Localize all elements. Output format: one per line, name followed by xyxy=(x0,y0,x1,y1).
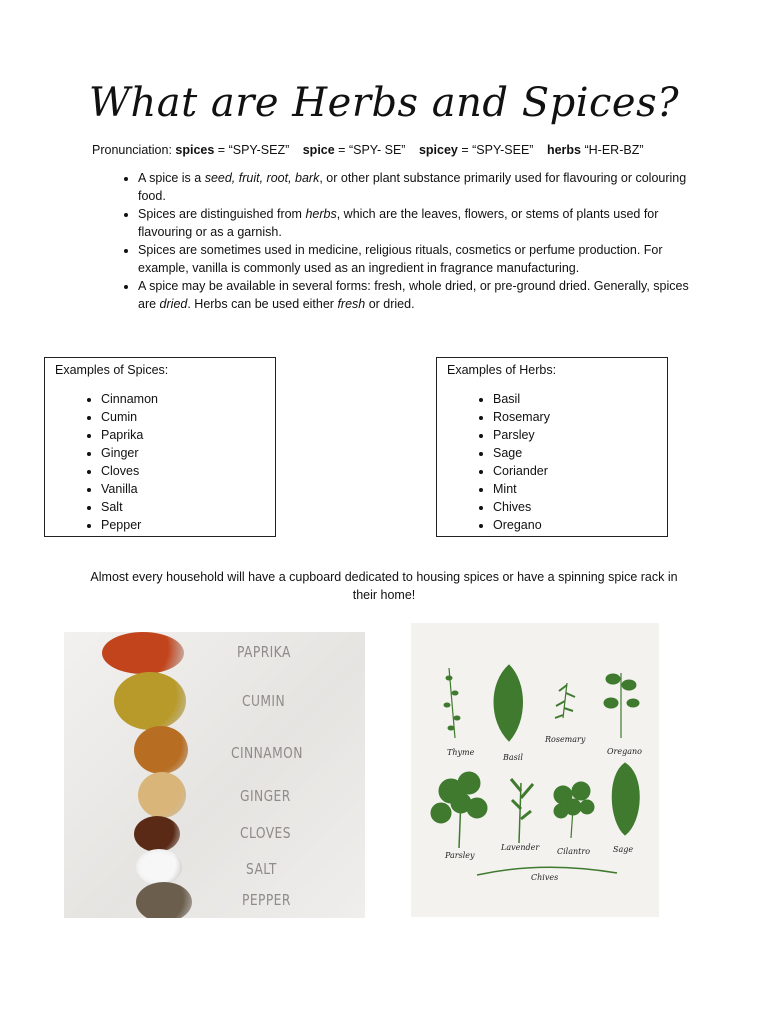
spices-photo xyxy=(64,632,365,918)
herb-label: Chives xyxy=(531,873,559,882)
list-item: • Sage xyxy=(493,444,550,462)
list-item: • A spice may be available in several forms: fresh, whole dried, or pre-ground dried. Generally, spices are dried. Herbs can be used either fresh or dried. xyxy=(138,278,698,313)
pronunciation-lead: Pronunciation: xyxy=(92,143,172,157)
pron-word: herbs xyxy=(546,143,582,157)
pron-word: spice xyxy=(302,143,335,157)
herb-label: Lavender xyxy=(501,843,540,852)
list-item: • Parsley xyxy=(493,426,550,444)
closing-paragraph: Almost every household will have a cupboard dedicated to housing spices or have a spinning spice rack in their home! xyxy=(90,570,678,602)
spice-label: CUMIN xyxy=(242,692,286,710)
spice-pile xyxy=(114,672,186,730)
spice-label: PAPRIKA xyxy=(237,643,291,661)
definition-list xyxy=(118,170,698,314)
herb-label: Cilantro xyxy=(557,847,591,856)
list-item: • Chives xyxy=(493,498,550,516)
pron-sound: = “SPY-SEZ” xyxy=(214,143,290,157)
list-item: • Coriander xyxy=(493,462,550,480)
pron-sound: = “SPY- SE” xyxy=(334,143,406,157)
spices-box-heading: Examples of Spices: xyxy=(55,363,169,377)
spice-label: CLOVES xyxy=(240,824,291,842)
list-item: • Cloves xyxy=(101,462,158,480)
herb-label: Oregano xyxy=(607,747,642,756)
spice-pile xyxy=(136,882,192,918)
spice-pile xyxy=(134,726,188,774)
list-item: • Paprika xyxy=(101,426,158,444)
pron-sound: = “SPY-SEE” xyxy=(457,143,534,157)
list-item: • Ginger xyxy=(101,444,158,462)
list-item: • Mint xyxy=(493,480,550,498)
herb-label: Sage xyxy=(613,845,634,854)
herbs-list xyxy=(473,390,550,534)
list-item: • Pepper xyxy=(101,516,158,534)
list-item: • Rosemary xyxy=(493,408,550,426)
spice-pile xyxy=(136,849,182,885)
list-item: • Oregano xyxy=(493,516,550,534)
list-item: • Vanilla xyxy=(101,480,158,498)
pron-word: spicey xyxy=(418,143,458,157)
list-item: • Cinnamon xyxy=(101,390,158,408)
herbs-photo xyxy=(411,623,659,917)
herb-label: Basil xyxy=(503,753,523,762)
herb-label: Thyme xyxy=(447,748,475,757)
pron-word: spices xyxy=(175,143,215,157)
herbs-examples-box xyxy=(436,357,668,537)
spice-label: PEPPER xyxy=(242,891,291,909)
spice-pile xyxy=(138,772,186,818)
spice-pile xyxy=(102,632,184,674)
spice-label: SALT xyxy=(246,860,277,878)
spices-examples-box xyxy=(44,357,276,537)
spice-label: CINNAMON xyxy=(231,744,303,762)
list-item: • Cumin xyxy=(101,408,158,426)
herb-label: Rosemary xyxy=(545,735,586,744)
list-item: • Spices are distinguished from herbs, which are the leaves, flowers, or stems of plants used for flavouring or as a garnish. xyxy=(138,206,698,241)
page-title: What are Herbs and Spices? xyxy=(88,80,680,126)
list-item: • Spices are sometimes used in medicine, religious rituals, cosmetics or perfume production. For example, vanilla is commonly used as an ingredient in fragrance manufacturing. xyxy=(138,242,698,277)
list-item: • Basil xyxy=(493,390,550,408)
spice-pile xyxy=(134,816,180,852)
herb-label: Parsley xyxy=(445,851,475,860)
spice-label: GINGER xyxy=(240,787,291,805)
herbs-box-heading: Examples of Herbs: xyxy=(447,363,557,377)
pron-sound: “H-ER-BZ” xyxy=(581,143,644,157)
pronunciation-line xyxy=(92,143,644,157)
list-item: • Salt xyxy=(101,498,158,516)
list-item: • A spice is a seed, fruit, root, bark, or other plant substance primarily used for flavouring or colouring food. xyxy=(138,170,698,205)
spices-list xyxy=(81,390,158,534)
